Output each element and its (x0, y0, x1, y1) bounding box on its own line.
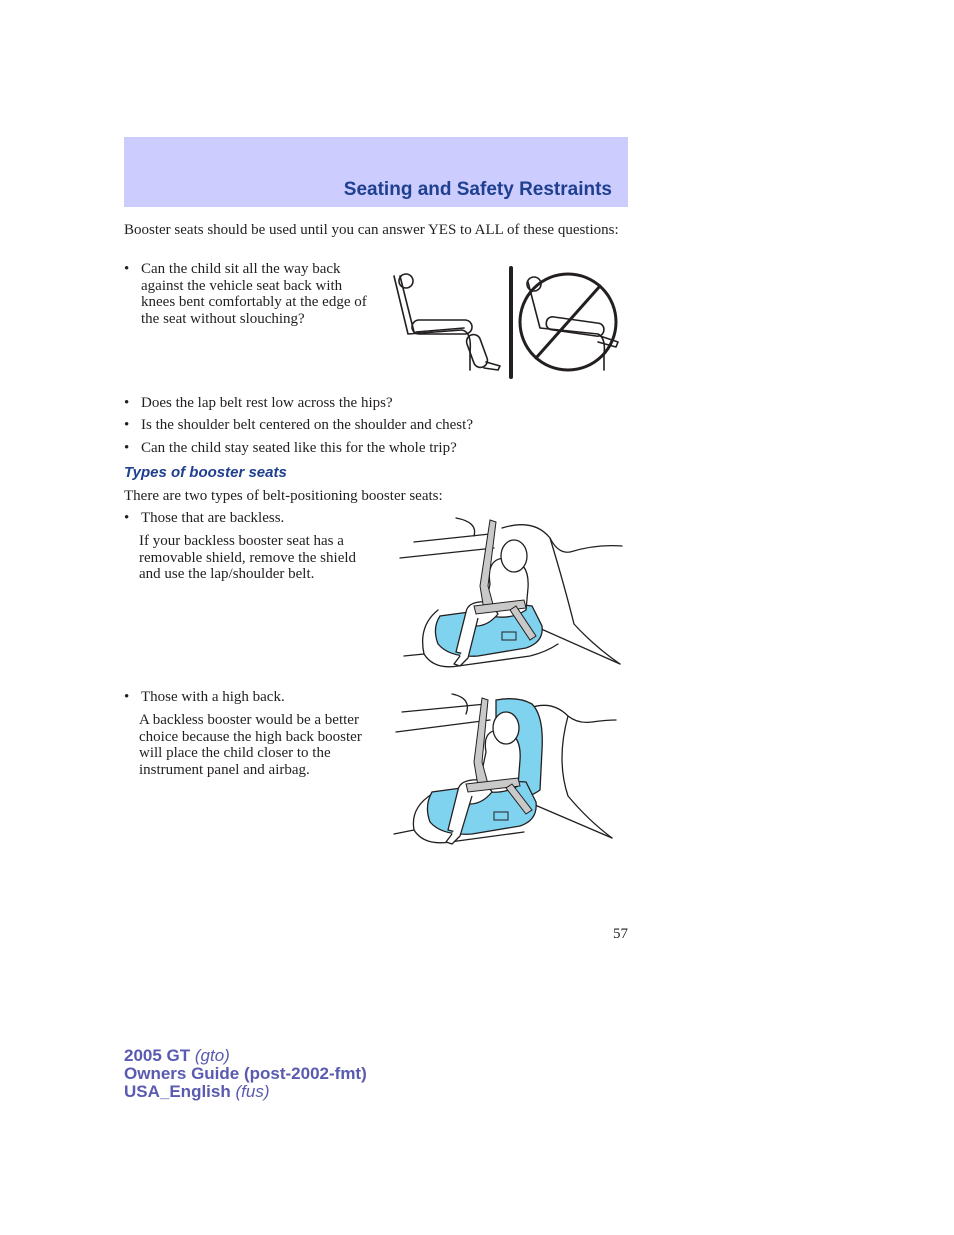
footer-guide: Owners Guide (post-2002-fmt) (124, 1064, 367, 1083)
bullet-icon: • (124, 510, 130, 526)
list-item (124, 417, 624, 435)
list-item (124, 261, 379, 351)
question-text: Does the lap belt rest low across the hips? (141, 395, 393, 411)
footer-language: USA_English (124, 1082, 231, 1101)
footer-line (124, 1083, 367, 1101)
intro-paragraph: Booster seats should be used until you can answer YES to ALL of these questions: (124, 222, 619, 238)
bullet-icon: • (124, 261, 130, 277)
section-intro: There are two types of belt-positioning booster seats: (124, 488, 443, 504)
backless-booster-illustration (398, 514, 626, 676)
bullet-icon: • (124, 440, 130, 456)
footer-line (124, 1047, 367, 1065)
document-footer (124, 1047, 367, 1101)
booster-type-note: If your backless booster seat has a removable shield, remove the shield and use the lap/shoulder belt. (139, 533, 357, 582)
footer-language-code: (fus) (235, 1082, 270, 1101)
footer-model-code: (gto) (194, 1046, 230, 1065)
seat-posture-illustration (390, 262, 625, 380)
list-item (124, 440, 624, 458)
booster-type-note: A backless booster would be a better choice because the high back booster will place the child closer to the instrument panel and airbag. (139, 712, 362, 778)
list-item (124, 689, 379, 707)
page-title: Seating and Safety Restraints (343, 179, 612, 200)
question-text: Can the child stay seated like this for the whole trip? (141, 440, 457, 456)
booster-type-label: Those with a high back. (141, 689, 285, 705)
bullet-icon: • (124, 395, 130, 411)
booster-type-label: Those that are backless. (141, 510, 285, 526)
high-back-booster-illustration (392, 690, 622, 852)
bullet-icon: • (124, 689, 130, 705)
question-text: Is the shoulder belt centered on the shoulder and chest? (141, 417, 473, 433)
list-item (124, 510, 379, 528)
section-header-band (124, 137, 628, 207)
bullet-icon: • (124, 417, 130, 433)
page-number: 57 (613, 926, 628, 942)
list-item (124, 395, 624, 413)
question-text: Can the child sit all the way back against the vehicle seat back with knees bent comfortably at the edge of the seat without slouching? (141, 261, 367, 327)
footer-model: 2005 GT (124, 1046, 191, 1065)
section-subheading: Types of booster seats (124, 464, 287, 481)
footer-line (124, 1065, 367, 1083)
